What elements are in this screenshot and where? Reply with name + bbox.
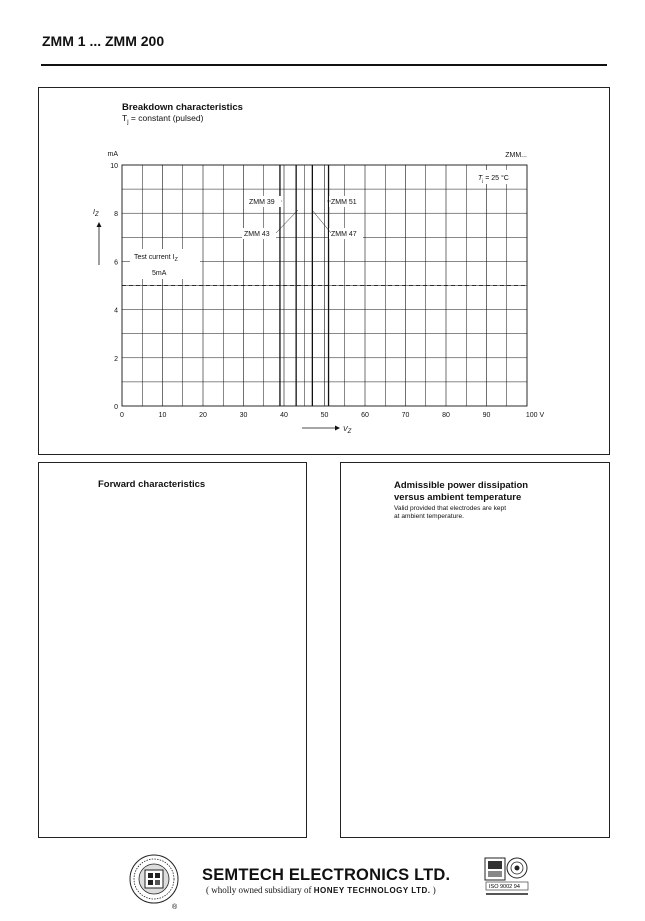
power-panel — [340, 462, 610, 838]
x-axis-arrow-head — [335, 426, 340, 431]
condition-label: $T_j = 25$ °C — [478, 175, 509, 183]
semtech-logo — [128, 853, 180, 911]
y-unit-label: mA — [107, 151, 118, 158]
page-title: ZMM 1 ... ZMM 200 — [42, 33, 165, 49]
x-tick-label: 60 — [361, 412, 369, 419]
power-title-line1: Admissible power dissipation — [394, 480, 529, 491]
y-tick-label: 2 — [114, 355, 118, 363]
breakdown-title: Breakdown characteristics — [122, 102, 243, 113]
breakdown-subtitle-rest: = constant (pulsed) — [128, 113, 204, 123]
x-tick-label: 40 — [280, 412, 288, 419]
breakdown-subtitle-t: T — [122, 113, 128, 123]
x-tick-label: 70 — [401, 412, 410, 419]
series-label-zmm51: ZMM 51 — [331, 199, 357, 206]
company-name: SEMTECH ELECTRONICS LTD. — [202, 866, 451, 884]
cert-text: ISO 9002 94 — [489, 884, 520, 890]
subsidiary-brand: HONEY TECHNOLOGY LTD. — [313, 886, 431, 895]
forward-title: Forward characteristics — [98, 479, 206, 490]
certification-logos — [484, 854, 530, 902]
series-label-zmm47: ZMM 47 — [331, 231, 357, 238]
registered-mark: ® — [172, 904, 178, 911]
y-tick-label: 6 — [114, 259, 118, 267]
x-tick-label: 80 — [442, 412, 450, 419]
y-axis-arrow-head — [97, 222, 102, 227]
x-tick-label: 10 — [158, 412, 167, 419]
y-tick-label: 0 — [114, 404, 118, 411]
x-tick-label: 30 — [239, 412, 248, 419]
x-tick-label: 0 — [120, 412, 124, 419]
x-tick-label: 90 — [482, 412, 491, 419]
breakdown-subtitle-sub: j — [127, 119, 129, 126]
subsidiary-line — [206, 885, 436, 895]
series-label: ZMM... — [505, 152, 527, 159]
test-current-label: Test current $I_Z$ — [134, 254, 178, 263]
x-tick-label: 20 — [199, 412, 207, 419]
series-label-zmm43: ZMM 43 — [244, 231, 270, 238]
y-axis-title: IZ — [93, 209, 99, 218]
series-label-zmm39: ZMM 39 — [249, 199, 275, 206]
subsidiary-post: ) — [430, 885, 436, 895]
power-note-line1: Valid provided that electrodes are kept — [394, 505, 507, 512]
x-tick-label: 100 V — [525, 412, 545, 419]
y-tick-label: 10 — [110, 163, 118, 170]
x-axis-title: VZ — [343, 426, 352, 435]
y-tick-label: 8 — [114, 211, 118, 219]
test-current-value: 5mA — [152, 270, 167, 277]
subsidiary-pre: ( wholly owned subsidiary of — [206, 885, 314, 895]
forward-panel — [38, 462, 307, 838]
power-title-line2: versus ambient temperature — [394, 492, 522, 503]
power-note-line2: at ambient temperature. — [394, 513, 465, 520]
y-tick-label: 4 — [114, 307, 118, 315]
x-tick-label: 50 — [320, 412, 329, 419]
